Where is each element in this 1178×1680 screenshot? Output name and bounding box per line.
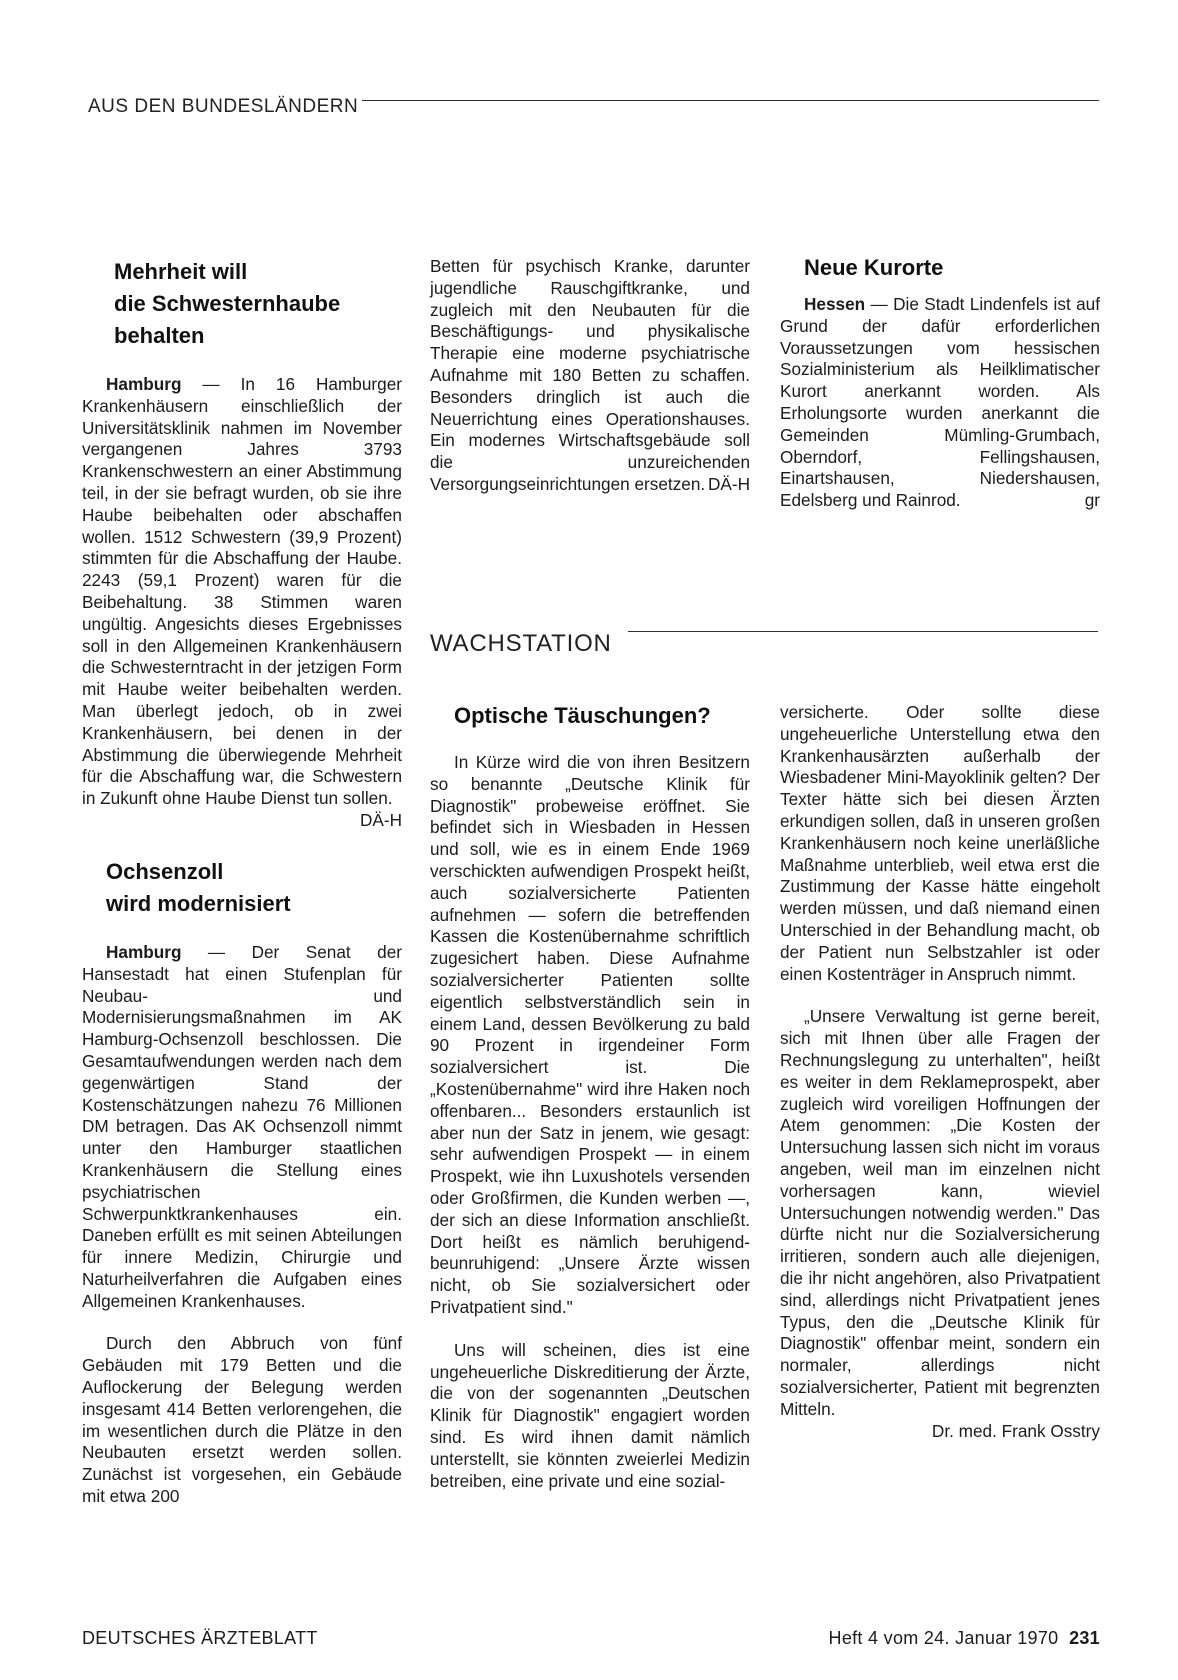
title-line: wird modernisiert: [106, 890, 291, 916]
body-text: — Die Stadt Lindenfels ist auf Grund der dafür erforderlichen Voraussetzungen vom hessischen Sozialministerium als Heilklimatischer Kurort anerkannt worden. Als Erholungsorte wurden anerkannt die Gemeinden Mümling-Grumbach, Oberndorf, Fellingshausen, Einartshausen, Niedershausen, Edelsberg und Rainrod.: [780, 294, 1100, 511]
wachstation-rule: [628, 631, 1098, 632]
column-2-lower: [430, 700, 750, 1492]
signature: DÄ-H: [359, 809, 402, 830]
section-header: AUS DEN BUNDESLÄNDERN: [88, 96, 359, 117]
title-line: Ochsenzoll: [106, 858, 224, 884]
dateline: Hamburg: [106, 374, 182, 394]
title-line: Mehrheit will: [114, 259, 248, 284]
body-text: — In 16 Hamburger Krankenhäusern einschließlich der Universitätsklinik nahmen im November vergangenen Jahres 3793 Krankenschwestern an einer Abstimmung teil, in der sie befragt wurden, ob sie ihre Haube beibehalten oder abschaffen wollen. 1512 Schwestern (39,9 Prozent) stimmten für die Abschaffung der Haube. 2243 (59,1 Prozent) waren für die Beibehaltung. 38 Stimmen waren ungültig. Angesichts dieses Ergebnisses soll in den Allgemeinen Krankenhäusern die Schwesterntracht in der jetzigen Form mit Haube weiter beibehalten werden. Man überlegt jedoch, ob in zwei Krankenhäusern, bei denen in der Abstimmung die überwiegende Mehrheit für die Abschaffung war, die Schwestern in Zukunft ohne Haube Dienst tun sollen.: [82, 374, 402, 809]
title-line: die Schwesternhaube: [114, 291, 341, 316]
wachstation-paragraph-4: „Unsere Verwaltung ist gerne bereit, sich mit Ihnen über alle Fragen der Rechnungslegung zu unterhalten", heißt es weiter in dem Reklameprospekt, aber zugleich wird voreiligen Hoffnungen der Atem genommen: „Die Kosten der Untersuchung lassen sich nicht im voraus angeben, weil man im einzelnen nicht vorhersagen kann, wieviel Untersuchungen notwendig werden." Das dürfte nicht nur die Sozialversicherung irritieren, sondern auch alle diejenigen, die ihr nicht angehören, also Privatpatient sind, allerdings nicht Privatpatient jenes Typus, den die „Deutsche Klinik für Diagnostik" offenbar meint, sondern ein normaler, allerdings nicht sozialversicherter, Patient mit begrenzten Mitteln.: [780, 1006, 1100, 1419]
dateline: Hamburg: [106, 941, 182, 962]
article-haube-title: [82, 256, 402, 352]
article-haube-body: [82, 374, 402, 830]
article-ochsenzoll-body3: [430, 256, 750, 496]
column-2-top: [430, 256, 750, 496]
footer-issue: [800, 1628, 1100, 1649]
signature: gr: [1084, 490, 1100, 511]
page-number: 231: [1069, 1628, 1100, 1648]
article-ochsenzoll-body2: Durch den Abbruch von fünf Gebäuden mit 179 Betten und die Auflockerung der Belegung werden insgesamt 414 Betten verlorengehen, die im wesentlichen durch die Plätze in den Neubauten ersetzt werden sollen. Zunächst ist vorgesehen, ein Gebäude mit etwa 200: [82, 1333, 402, 1507]
column-3-top: [780, 256, 1100, 512]
wachstation-paragraph-2: Uns will scheinen, dies ist eine ungeheuerliche Diskreditierung der Ärzte, die von der sogenannten „Deutschen Klinik für Diagnostik" engagiert worden sind. Es wird ihnen damit nämlich unterstellt, sie könnten zweierlei Medizin betreiben, eine private und eine sozial-: [430, 1339, 750, 1491]
author: Dr. med. Frank Osstry: [931, 1420, 1100, 1441]
title-line: behalten: [114, 323, 205, 348]
article-ochsenzoll-title: [82, 856, 402, 920]
issue-date: Heft 4 vom 24. Januar 1970: [828, 1628, 1059, 1648]
wachstation-paragraph-3: versicherte. Oder sollte diese ungeheuerliche Unterstellung etwa den Krankenhausärzten außerhalb der Wiesbadener Mini-Mayoklinik gelten? Der Texter hätte sich bei diesen Ärzten erkundigen sollen, daß in unseren großen Krankenhäusern noch keine unerläßliche Maßnahme unterblieb, weil etwa erst die Zustimmung der Kasse hätte eingeholt werden müssen, und daß niemand einen Unterschied in der Behandlung macht, ob der Patient nun Selbstzahler ist oder einen Kostenträger in Anspruch nimmt.: [780, 702, 1100, 984]
wachstation-title: Optische Täuschungen?: [454, 703, 711, 728]
article-ochsenzoll-body: [82, 942, 402, 1313]
body-text: — Der Senat der Hansestadt hat einen Stufenplan für Neubau- und Modernisierungsmaßnahmen im AK Hamburg-Ochsenzoll beschlossen. Die Gesamtaufwendungen werden nach dem gegenwärtigen Stand der Kostenschätzungen nahezu 76 Millionen DM betragen. Das AK Ochsenzoll nimmt unter den Hamburger staatlichen Krankenhäusern die Stellung eines psychiatrischen Schwerpunktkrankenhauses ein. Daneben erfüllt es mit seinen Abteilungen für innere Medizin, Chirurgie und Naturheilverfahren die Aufgaben eines Allgemeinen Krankenhauses.: [82, 941, 402, 1311]
article-kurorte-title: Neue Kurorte: [804, 255, 944, 280]
dateline: Hessen: [804, 294, 866, 314]
signature: DÄ-H: [707, 473, 750, 494]
article-kurorte-body: [780, 294, 1100, 512]
column-3-lower: [780, 702, 1100, 1442]
wachstation-paragraph-1: In Kürze wird die von ihren Besitzern so benannte „Deutsche Klinik für Diagnostik" probeweise eröffnet. Sie befindet sich in Wiesbaden in Hessen und soll, wie es in einem Ende 1969 verschickten aufwendigen Prospekt heißt, auch sozialversicherte Patienten aufnehmen — sofern die betreffenden Kassen die Kostenübernahme schriftlich zugesichert haben. Diese Aufnahme sozialversicherter Patienten sollte eigentlich selbstverständlich sein in einem Land, dessen Bevölkerung zu bald 90 Prozent in irgendeiner Form sozialversichert ist. Die „Kostenübernahme" wird ihre Haken noch offenbaren... Besonders erstaunlich ist aber nun der Satz in jenem, wie gesagt: sehr aufwendigen Prospekt — in einem Prospekt, wie ihn Luxushotels versenden oder Großfirmen, die Kunden werben —, der sich an diese Information anschließt. Dort heißt es nämlich beruhigend-beunruhigend: „Unsere Ärzte wissen nicht, ob Sie sozialversichert oder Privatpatient sind.": [430, 752, 750, 1317]
header-rule: [362, 100, 1099, 101]
body-text: Betten für psychisch Kranke, darunter jugendliche Rauschgiftkranke, und zugleich mit den Neubauten für die Beschäftigungs- und physikalische Therapie eine moderne psychiatrische Aufnahme mit 180 Betten zu schaffen. Besonders dringlich ist auch die Neuerrichtung eines Operationshauses. Ein modernes Wirtschaftsgebäude soll die unzureichenden Versorgungseinrichtungen ersetzen.: [430, 256, 750, 494]
wachstation-header: WACHSTATION: [430, 630, 612, 657]
column-1: [82, 256, 402, 1508]
footer-journal: DEUTSCHES ÄRZTEBLATT: [82, 1628, 318, 1648]
